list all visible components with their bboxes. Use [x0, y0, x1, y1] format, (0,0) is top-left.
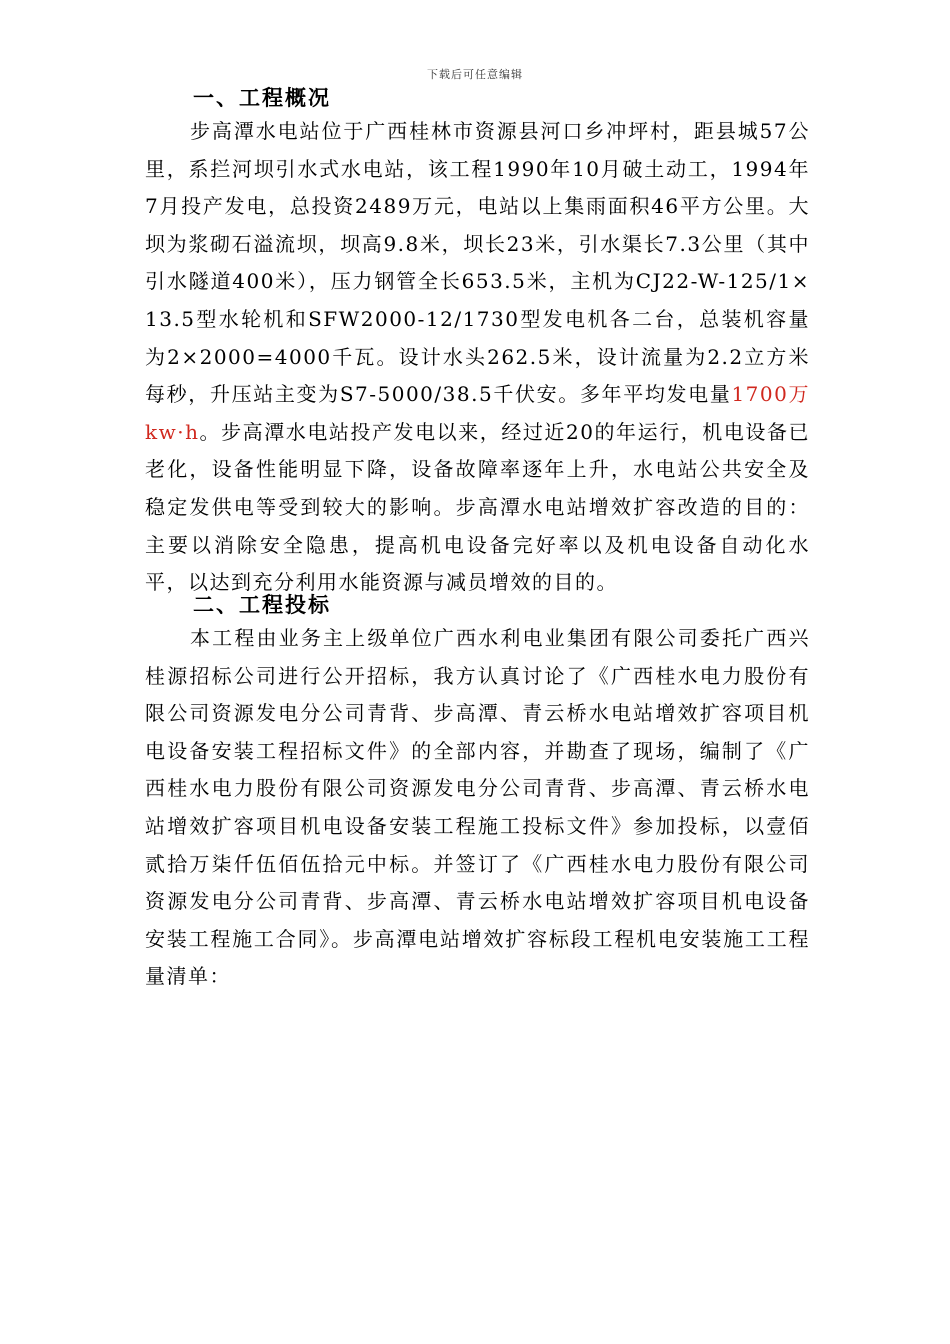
section-1-text-after: 。步高潭水电站投产发电以来，经过近20的年运行，机电设备已老化，设备性能明显下降，设备故障率逐年上升，水电站公共安全及稳定发供电等受到较大的影响。步高潭水电站增效扩容改造的目的：主要以消除安全隐患，提高机电设备完好率以及机电设备自动化水平，以达到充分利用水能资源与减员增效的目的。 — [145, 419, 810, 595]
section-1-heading: 一、工程概况 — [193, 86, 331, 110]
section-2-paragraph: 本工程由业务主上级单位广西水利电业集团有限公司委托广西兴桂源招标公司进行公开招标，我方认真讨论了《广西桂水电力股份有限公司资源发电分公司青背、步高潭、青云桥水电站增效扩容项目机电设备安装工程招标文件》的全部内容，并勘查了现场，编制了《广西桂水电力股份有限公司资源发电分公司青背、步高潭、青云桥水电站增效扩容项目机电设备安装工程施工投标文件》参加投标，以壹佰贰拾万柒仟伍佰伍拾元中标。并签订了《广西桂水电力股份有限公司资源发电分公司青背、步高潭、青云桥水电站增效扩容项目机电设备安装工程施工合同》。步高潭电站增效扩容标段工程机电安装施工工程量清单： — [145, 626, 810, 989]
section-1-highlight: 1700万kw·h — [145, 382, 810, 444]
header-note: 下载后可任意编辑 — [427, 68, 523, 81]
section-1-text-before: 步高潭水电站位于广西桂林市资源县河口乡冲坪村，距县城57公里，系拦河坝引水式水电站，该工程1990年10月破土动工，1994年7月投产发电，总投资2489万元，电站以上集雨面积46平方公里。大坝为浆砌石溢流坝，坝高9.8米，坝长23米，引水渠长7.3公里（其中引水隧道400米），压力钢管全长653.5米，主机为CJ22-W-125/1×13.5型水轮机和SFW2000-12/1730型发电机各二台，总装机容量为2×2000=4000千瓦。设计水头262.5米，设计流量为2.2立方米每秒，升压站主变为S7-5000/38.5千伏安。多年平均发电量 — [145, 119, 810, 407]
section-1-paragraph — [145, 113, 810, 602]
section-2-heading: 二、工程投标 — [193, 593, 331, 617]
